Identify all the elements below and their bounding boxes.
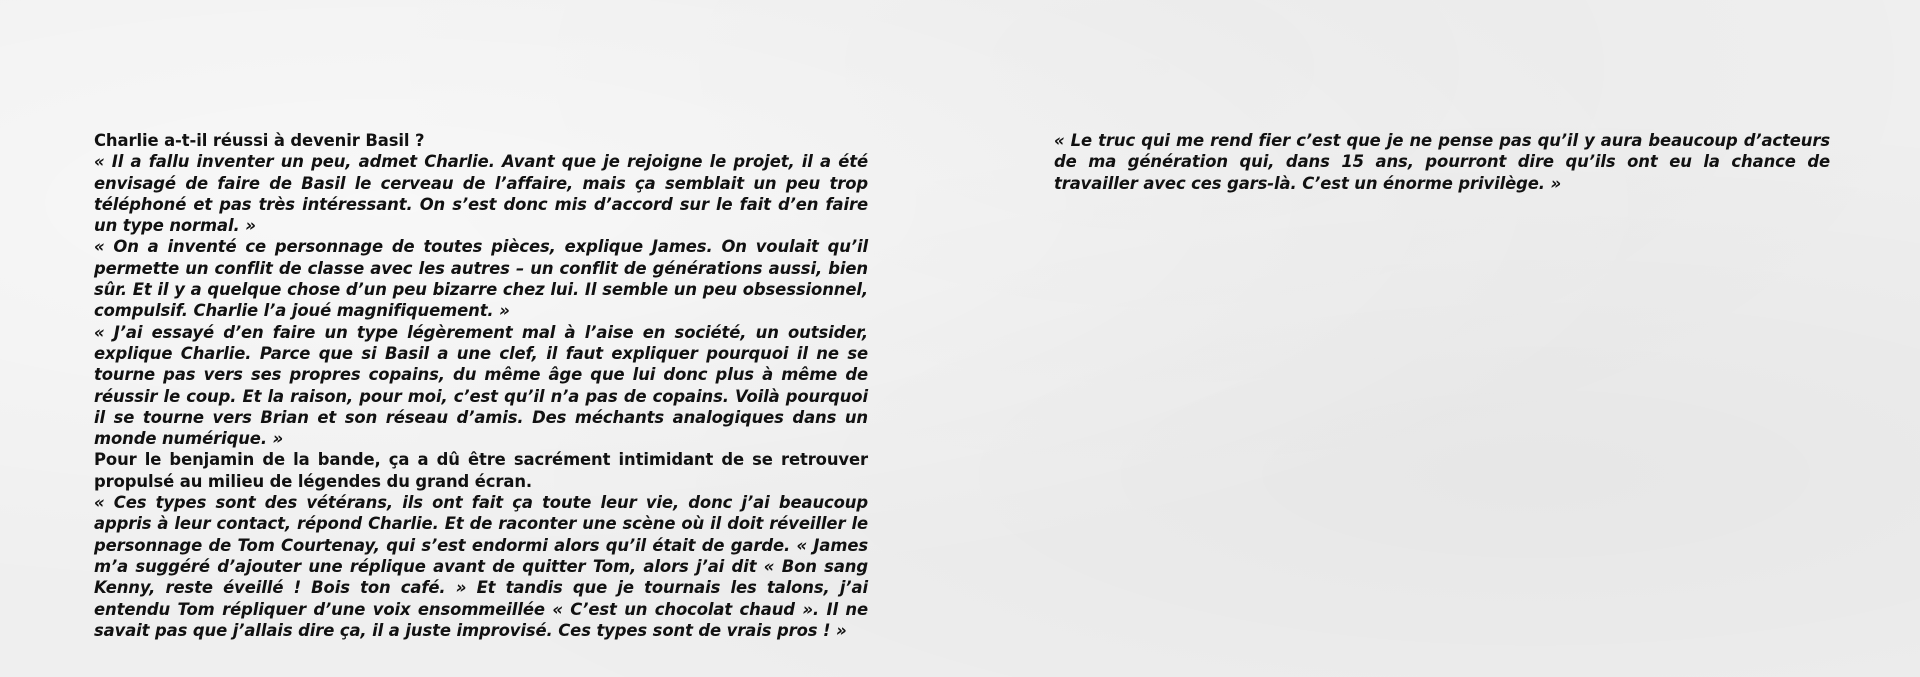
right-text-column — [1054, 130, 1830, 194]
quote-charlie-veterans: « Ces types sont des vétérans, ils ont fait ça toute leur vie, donc j’ai beaucoup appris à leur contact, répond Charlie. Et de raconter une scène où il doit réveiller le personnage de Tom Courtenay, qui s’est endormi alors qu’il était de garde. « James m’a suggéré d’ajouter une réplique avant de quitter Tom, alors j’ai dit « Bon sang Kenny, reste éveillé ! Bois ton café. » Et tandis que je tournais les talons, j’ai entendu Tom répliquer d’une voix ensommeillée « C’est un chocolat chaud ». Il ne savait pas que j’allais dire ça, il a juste improvisé. Ces types sont de vrais pros ! » — [94, 493, 868, 640]
quote-charlie-fier: « Le truc qui me rend fier c’est que je ne pense pas qu’il y aura beaucoup d’acteurs de ma génération qui, dans 15 ans, pourront dire qu’ils ont eu la chance de travailler avec ces gars-là. C’est un énorme privilège. » — [1054, 131, 1830, 193]
left-text-column — [94, 130, 868, 641]
quote-charlie-outsider: « J’ai essayé d’en faire un type légèrement mal à l’aise en société, un outsider, explique Charlie. Parce que si Basil a une clef, il faut expliquer pourquoi il ne se tourne pas vers ses propres copains, du même âge que lui donc plus à même de réussir le coup. Et la raison, pour moi, c’est qu’il n’a pas de copains. Voilà pourquoi il se tourne vers Brian et son réseau d’amis. Des méchants analogiques dans un monde numérique. » — [94, 322, 868, 449]
quote-charlie-inventer: « Il a fallu inventer un peu, admet Charlie. Avant que je rejoigne le projet, il a été envisagé de faire de Basil le cerveau de l’affaire, mais ça semblait un peu trop téléphoné et pas très intéressant. On s’est donc mis d’accord sur le fait d’en faire un type normal. » — [94, 152, 868, 236]
quote-james-personnage: « On a inventé ce personnage de toutes pièces, explique James. On voulait qu’il permette un conflit de classe avec les autres – un conflit de générations aussi, bien sûr. Et il y a quelque chose d’un peu bizarre chez lui. Il semble un peu obsessionnel, compulsif. Charlie l’a joué magnifiquement. » — [94, 237, 868, 321]
narration-benjamin: Pour le benjamin de la bande, ça a dû être sacrément intimidant de se retrouver propulsé au milieu de légendes du grand écran. — [94, 450, 868, 491]
section-heading: Charlie a-t-il réussi à devenir Basil ? — [94, 131, 425, 150]
